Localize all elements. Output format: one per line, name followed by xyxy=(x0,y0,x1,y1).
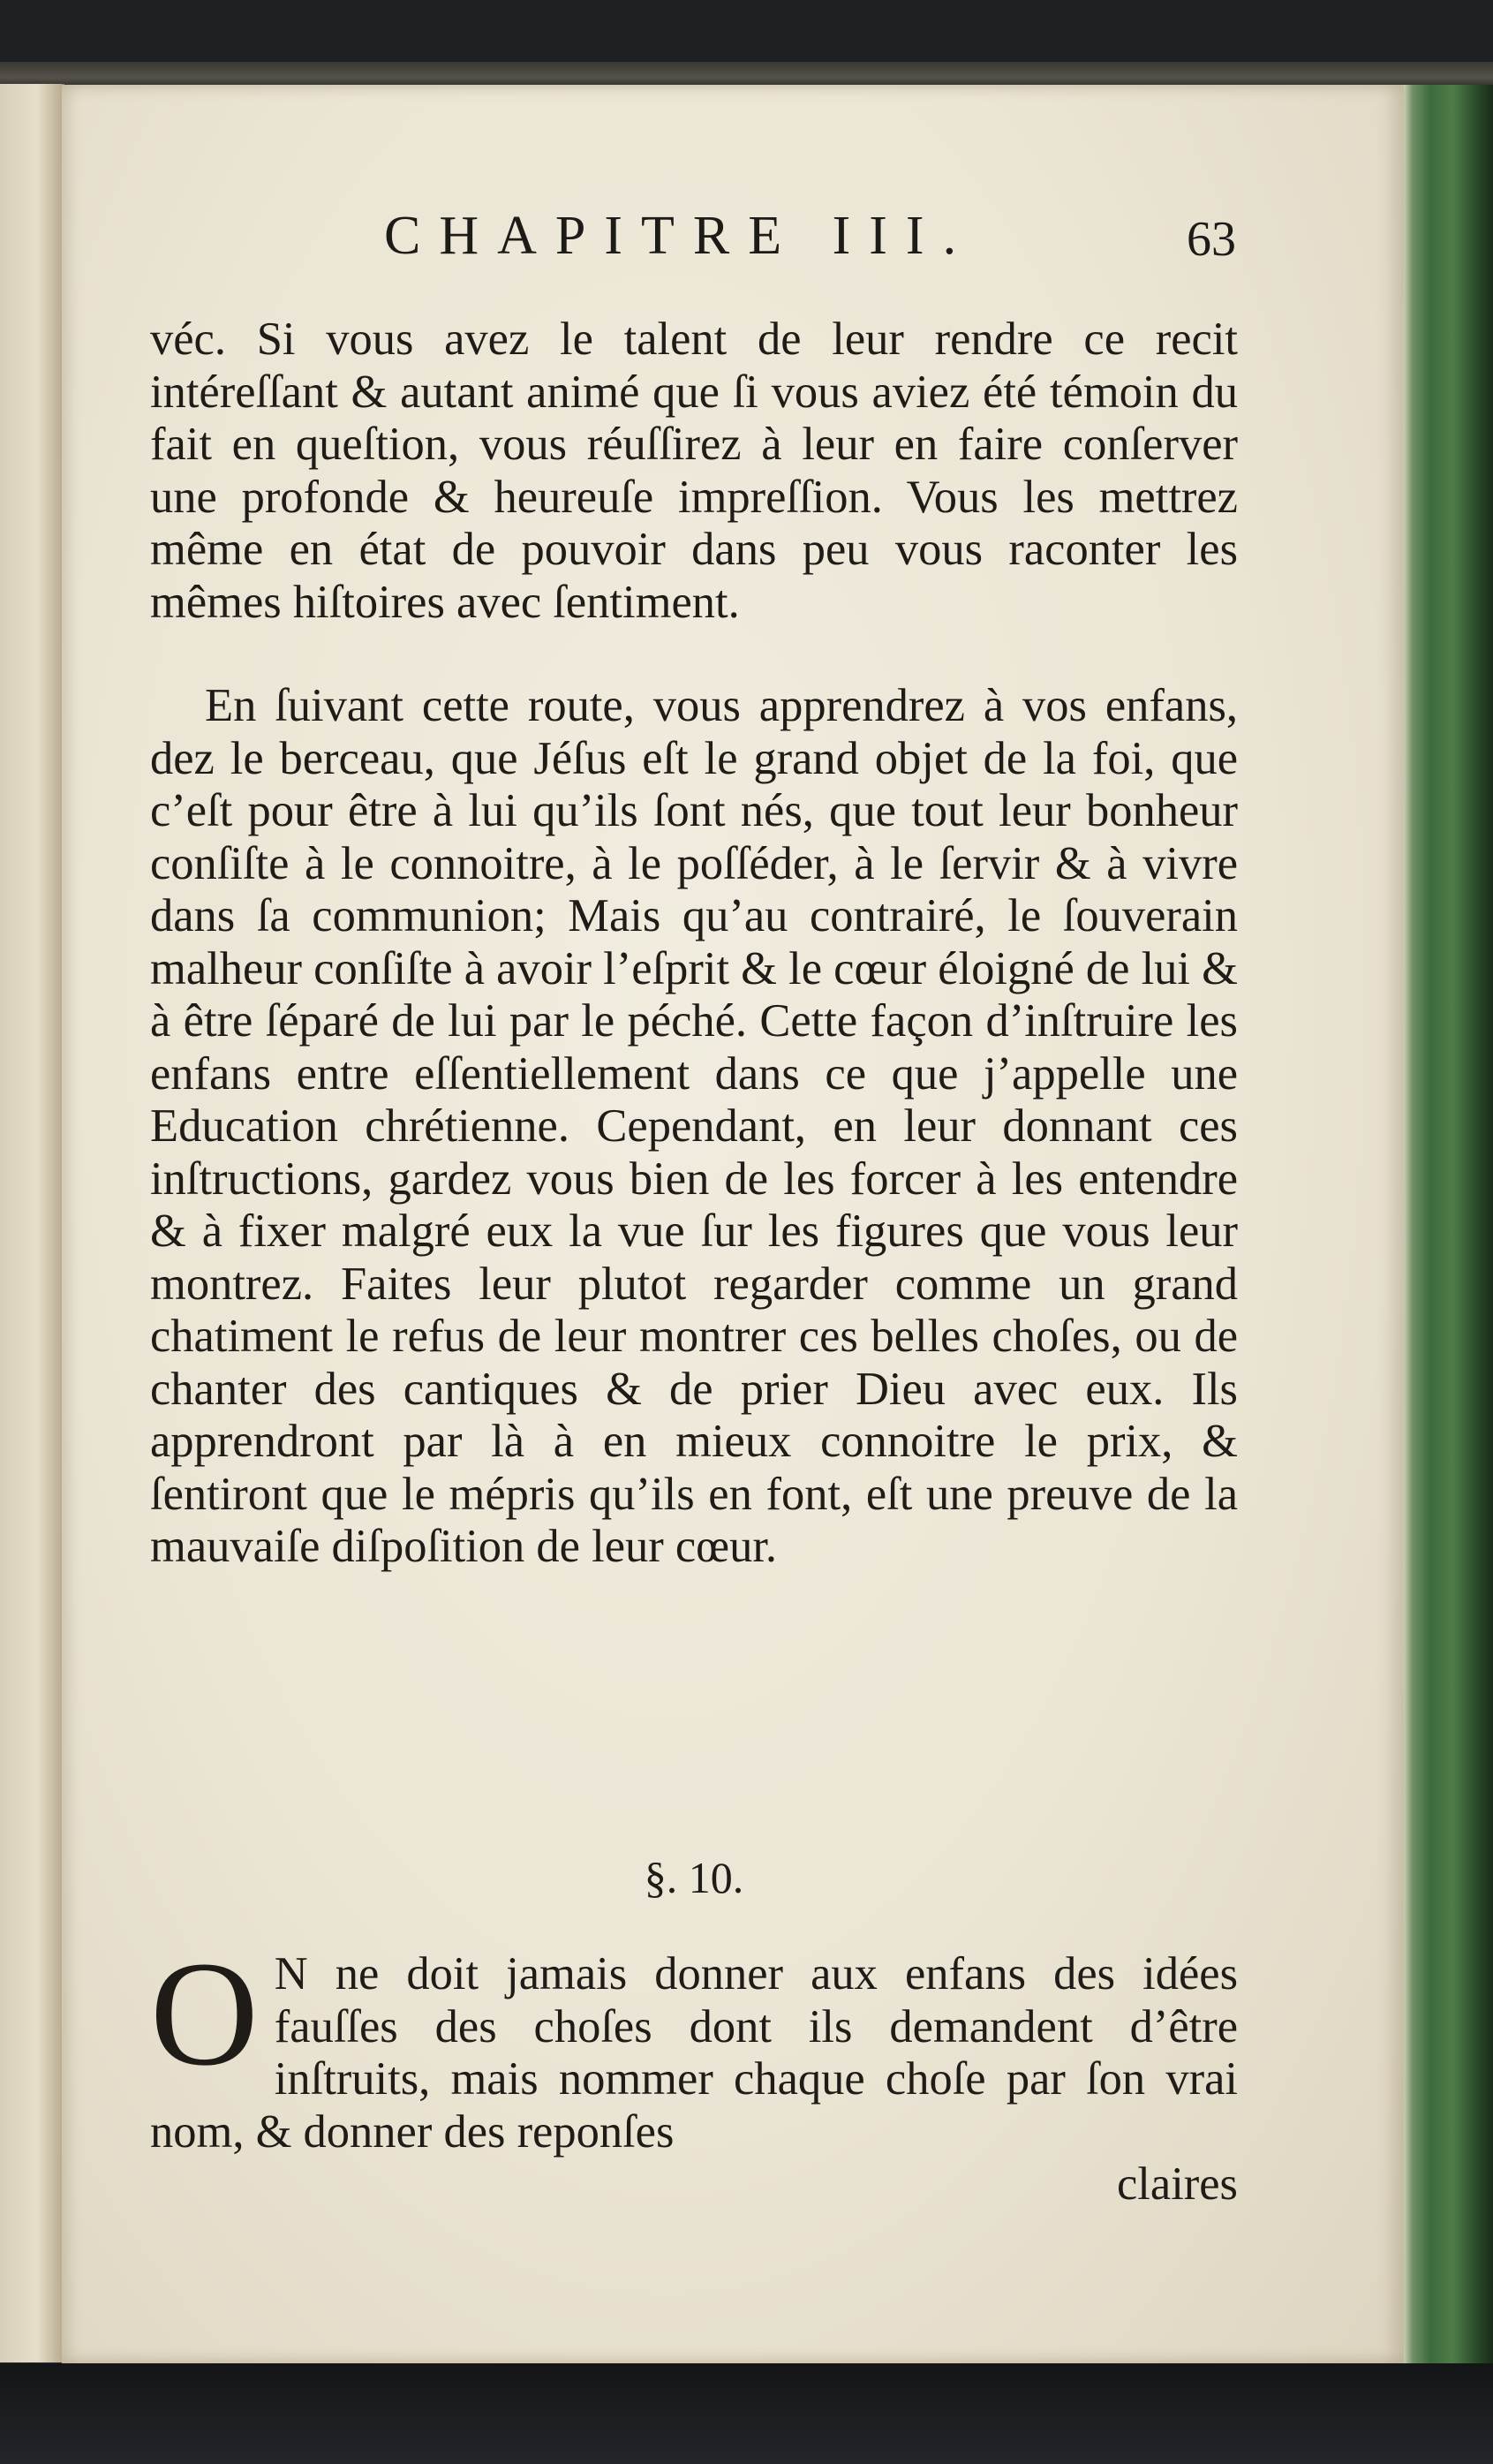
facing-page-edge xyxy=(0,84,64,2362)
section-paragraph: N ne doit jamais donner aux enfans des idées fauſſes des choſes dont ils demandent d’être inſtruits, mais nommer chaque choſe par ſon vrai nom, & donner des reponſes xyxy=(150,1948,1238,2158)
paragraph-gap xyxy=(150,629,1238,680)
page-edge-gilding xyxy=(1404,85,1493,2363)
running-head: CHAPITRE III. xyxy=(384,206,976,266)
drop-cap: O xyxy=(150,1931,259,2097)
paragraph-1: véc. Si vous avez le talent de leur rendre ce recit intéreſſant & autant animé que ſi vous aviez été témoin du fait en queſtion, vous réuſſirez à leur en faire conſerver une profonde & heureuſe impreſſion. Vous les mettrez même en état de pouvoir dans peu vous raconter les mêmes hiſtoires avec ſentiment. xyxy=(150,314,1238,628)
section-number: §. 10. xyxy=(644,1853,744,1902)
section-text xyxy=(150,1931,1238,2211)
body-text xyxy=(150,314,1238,1574)
page-number: 63 xyxy=(1187,212,1236,267)
catchword: claires xyxy=(1117,2158,1238,2210)
page-header xyxy=(159,205,1245,267)
paragraph-2: En ſuivant cette route, vous apprendrez à vos enfans, dez le berceau, que Jéſus eſt le grand objet de la foi, que c’eſt pour être à lui qu’ils ſont nés, que tout leur bonheur conſiſte à le connoitre, à le poſſéder, à le ſervir & à vivre dans ſa communion; Mais qu’au contrairé, le ſouverain malheur conſiſte à avoir l’eſprit & le cœur éloigné de lui & à être ſéparé de lui par le péché. Cette façon d’inſtruire les enfans entre eſſentiellement dans ce que j’appelle une Education chrétienne. Cependant, en leur donnant ces inſtructions, gardez vous bien de les forcer à les entendre & à fixer malgré eux la vue ſur les figures que vous leur montrez. Faites leur plutot regarder comme un grand chatiment le refus de leur montrer ces belles choſes, ou de chanter des cantiques & de prier Dieu avec eux. Ils apprendront par là à en mieux connoitre le prix, & ſentiront que le mépris qu’ils en font, eſt une preuve de la mauvaiſe diſpoſition de leur cœur. xyxy=(150,680,1238,1572)
bottom-shadow xyxy=(0,2363,1493,2464)
